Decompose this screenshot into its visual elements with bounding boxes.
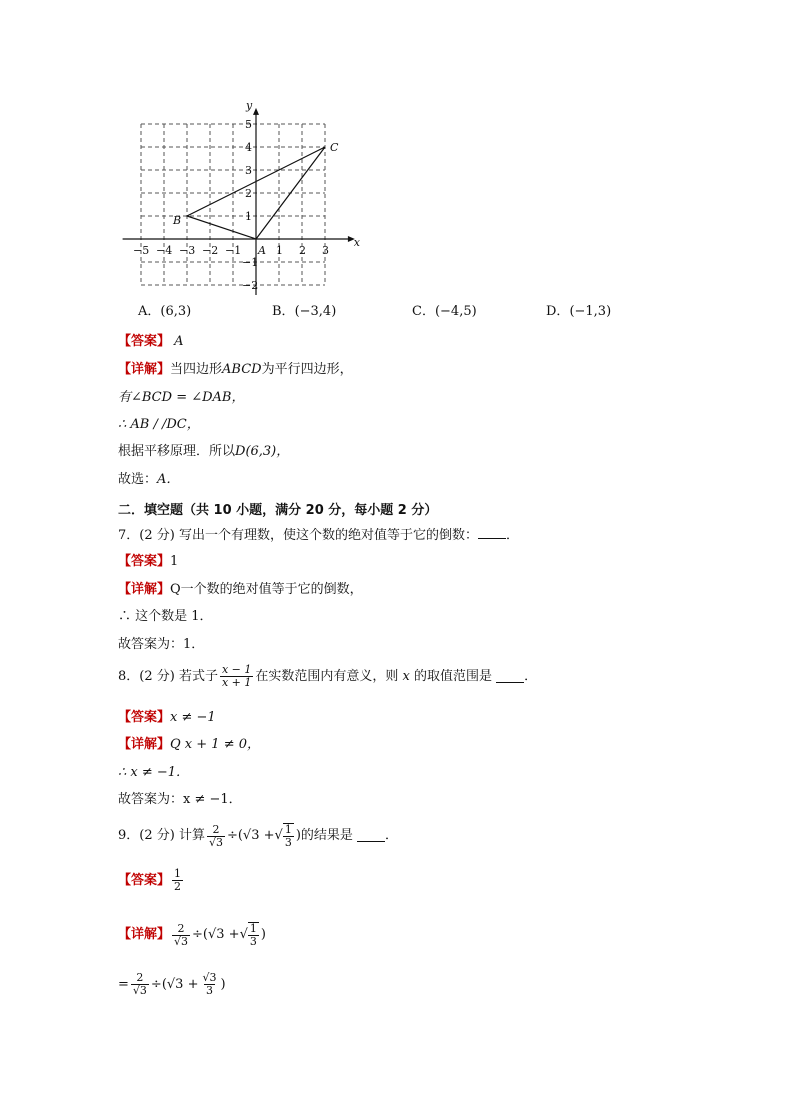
x-axis-label: x xyxy=(353,236,360,249)
q8-detail-3: 故答案为：x ≠ −1． xyxy=(118,792,242,807)
fraction: $\frac{√3}{3}$ xyxy=(202,971,217,997)
x-tick-label: −1 xyxy=(225,244,242,257)
option-d: D．(−1,3) xyxy=(546,304,612,319)
option-c: C．(−4,5) xyxy=(412,304,477,319)
point-c-label: C xyxy=(330,141,339,154)
sqrt-fraction: $\frac{1}{3}$ xyxy=(284,823,292,849)
dashed-grid xyxy=(141,124,325,285)
q7-stem: 7．(2 分) 写出一个有理数，使这个数的绝对值等于它的倒数： ． xyxy=(118,528,519,543)
point-a-label: A xyxy=(258,244,266,257)
fraction: $\frac{2}{√3}$ xyxy=(174,921,189,948)
q7-detail-1: 【详解】Q一个数的绝对值等于它的倒数， xyxy=(118,582,363,597)
y-tick-label: 5 xyxy=(245,118,252,131)
answer-blank xyxy=(357,830,385,842)
option-a: A．(6,3) xyxy=(138,304,192,319)
axes xyxy=(123,108,355,295)
y-axis-label: y xyxy=(246,99,253,113)
answer-value: A xyxy=(174,334,184,349)
point-b-label: B xyxy=(173,214,182,227)
q6-detail-5: 故选：A． xyxy=(118,472,180,487)
y-tick-label: 2 xyxy=(245,187,252,200)
q7-answer: 【答案】1 xyxy=(118,554,179,569)
q8-detail-1: 【详解】Q x + 1 ≠ 0， xyxy=(118,737,260,752)
x-tick-label: 3 xyxy=(322,244,329,257)
y-tick-label: 3 xyxy=(245,164,252,177)
q9-answer: 【答案】 $\frac{1}{2}$ xyxy=(118,867,182,893)
q7-detail-3: 故答案为：1． xyxy=(118,637,205,652)
answer-blank xyxy=(496,671,524,683)
answer-fraction: $\frac{1}{2}$ xyxy=(174,867,182,893)
q9-detail-1: 【详解】 $\frac{2}{√3}$ ÷(√3 + √ $\frac{1}{3}$ ) xyxy=(118,921,266,948)
q7-detail-2: ∴ 这个数是 1． xyxy=(118,609,213,624)
x-tick-label: 1 xyxy=(276,244,283,257)
fraction: $\frac{2}{√3}$ xyxy=(208,822,223,849)
y-axis-arrow xyxy=(253,108,259,115)
y-tick-label: 4 xyxy=(245,141,252,154)
detail-label: 【详解】 xyxy=(118,362,171,377)
y-tick-label: −1 xyxy=(242,256,259,269)
sqrt-fraction: $\frac{1}{3}$ xyxy=(249,922,257,948)
tick-labels xyxy=(133,99,361,292)
x-tick-label: −3 xyxy=(179,244,196,257)
x-tick-label: −4 xyxy=(156,244,173,257)
coordinate-graph xyxy=(110,90,370,295)
x-tick-label: 2 xyxy=(299,244,306,257)
q9-stem: 9．(2 分) 计算 $\frac{2}{√3}$ ÷(√3 + √ $\frac{1}{3}$ ) 的结果是 ． xyxy=(118,822,399,849)
x-tick-label: −5 xyxy=(133,244,150,257)
section-heading: 二．填空题（共 10 小题，满分 20 分，每小题 2 分） xyxy=(118,503,438,518)
q6-detail-3: ∴ AB / /DC， xyxy=(118,417,200,432)
q8-answer: 【答案】x ≠ −1 xyxy=(118,710,216,725)
option-b: B．(−3,4) xyxy=(272,304,337,319)
answer-blank xyxy=(478,527,506,539)
y-tick-label: 1 xyxy=(245,210,252,223)
q6-answer xyxy=(118,334,184,350)
q6-detail-4: 根据平移原理．所以D(6,3)， xyxy=(118,444,290,459)
fraction: $\frac{x - 1}{x + 1}$ xyxy=(221,663,252,689)
q8-detail-2: ∴ x ≠ −1． xyxy=(118,765,190,780)
q6-detail-2: 有∠BCD = ∠DAB， xyxy=(118,390,245,405)
y-tick-label: −2 xyxy=(242,279,259,292)
q8-stem: 8．(2 分) 若式子 $\frac{x - 1}{x + 1}$ 在实数范围内有意义，则 x 的取值范围是 ． xyxy=(118,663,538,689)
q9-detail-2: = $\frac{2}{√3}$ ÷(√3 + $\frac{√3}{3}$ ) xyxy=(118,971,226,997)
fraction: $\frac{2}{√3}$ xyxy=(132,971,147,997)
q6-detail-1: 【详解】当四边形ABCD为平行四边形， xyxy=(118,362,353,377)
x-tick-label: −2 xyxy=(202,244,219,257)
answer-label: 【答案】 xyxy=(118,334,171,349)
